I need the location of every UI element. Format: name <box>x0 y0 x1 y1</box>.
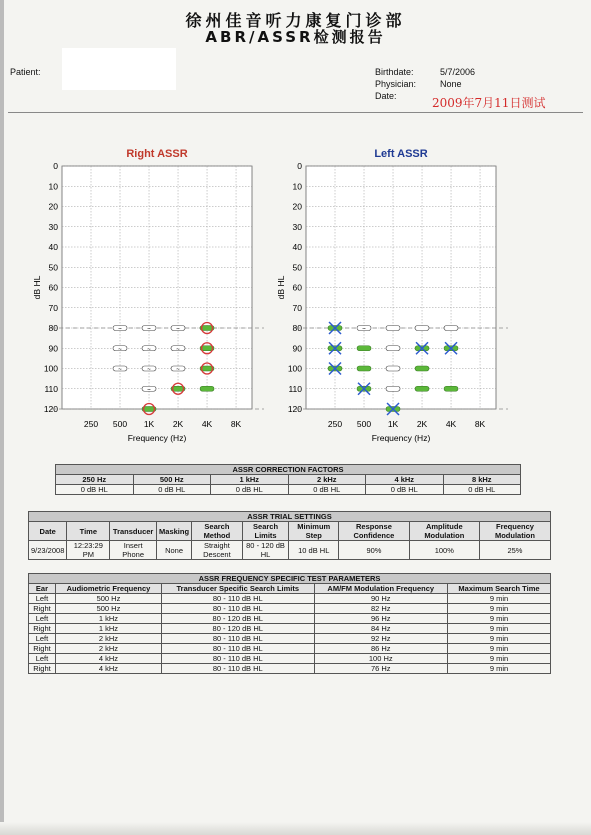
trial-value: Straight Descent <box>192 541 243 560</box>
trial-header: Date <box>29 522 67 541</box>
right-x-tick-label: 2K <box>172 419 184 429</box>
params-cell: 76 Hz <box>314 664 447 674</box>
response-marker <box>200 386 214 391</box>
params-cell: 86 Hz <box>314 644 447 654</box>
params-cell: Left <box>29 594 56 604</box>
params-cell: 80 - 120 dB HL <box>162 624 314 634</box>
trial-header: Minimum Step <box>289 522 339 541</box>
empty-marker <box>386 386 400 391</box>
physician-label: Physician: <box>375 79 417 89</box>
params-cell: 9 min <box>447 644 550 654</box>
params-cell: 92 Hz <box>314 634 447 644</box>
params-cell: Left <box>29 634 56 644</box>
left-data-point <box>357 346 371 351</box>
response-marker <box>444 386 458 391</box>
params-cell: 80 - 120 dB HL <box>162 614 314 624</box>
params-cell: Right <box>29 604 56 614</box>
params-header: Audiometric Frequency <box>55 584 161 594</box>
empty-marker <box>386 326 400 331</box>
correction-value: 0 dB HL <box>56 485 134 495</box>
right-y-tick-label: 70 <box>48 302 58 313</box>
left-data-point <box>444 386 458 391</box>
right-y-tick-label: 10 <box>48 181 58 192</box>
params-cell: 80 - 110 dB HL <box>162 644 314 654</box>
right-y-tick-label: 40 <box>48 242 58 252</box>
empty-marker <box>386 366 400 371</box>
params-cell: 1 kHz <box>55 614 161 624</box>
trial-value: 25% <box>479 541 550 560</box>
right-y-tick-label: 20 <box>48 201 58 212</box>
params-cell: 9 min <box>447 634 550 644</box>
params-header: AM/FM Modulation Frequency <box>314 584 447 594</box>
table-row <box>29 654 551 664</box>
params-header: Transducer Specific Search Limits <box>162 584 314 594</box>
right-x-tick-label: 500 <box>112 419 128 429</box>
correction-header: 250 Hz <box>56 475 134 485</box>
params-cell: 80 - 110 dB HL <box>162 604 314 614</box>
birthdate-label: Birthdate: <box>375 67 414 77</box>
tilde-glyph: ~ <box>147 387 151 394</box>
correction-header: 1 kHz <box>211 475 289 485</box>
trial-header: Response Confidence <box>339 522 410 541</box>
left-data-point <box>444 326 458 331</box>
trial-value: 10 dB HL <box>289 541 339 560</box>
trial-value: 80 - 120 dB HL <box>242 541 289 560</box>
response-marker <box>357 346 371 351</box>
params-cell: 500 Hz <box>55 604 161 614</box>
empty-marker <box>444 326 458 331</box>
tilde-glyph: ~ <box>176 326 180 333</box>
tilde-glyph: ~ <box>147 346 151 353</box>
right-x-tick-label: 4K <box>201 419 213 429</box>
trial-value: None <box>157 541 192 560</box>
tilde-glyph: ~ <box>118 326 122 333</box>
left-data-point <box>386 346 400 351</box>
params-cell: 4 kHz <box>55 664 161 674</box>
params-caption: ASSR FREQUENCY SPECIFIC TEST PARAMETERS <box>29 574 551 584</box>
params-cell: 82 Hz <box>314 604 447 614</box>
left-x-tick-label: 500 <box>356 419 372 429</box>
trial-value: 100% <box>409 541 479 560</box>
correction-value: 0 dB HL <box>443 485 521 495</box>
right-assr-chart <box>32 148 264 443</box>
report-title: ABR/ASSR检测报告 <box>205 28 386 46</box>
tilde-glyph: ~ <box>362 326 366 333</box>
right-data-point <box>200 386 214 391</box>
correction-header: 8 kHz <box>443 475 521 485</box>
params-cell: 4 kHz <box>55 654 161 664</box>
trial-header: Search Method <box>192 522 243 541</box>
trial-header: Amplitude Modulation <box>409 522 479 541</box>
table-row <box>29 644 551 654</box>
params-cell: 96 Hz <box>314 614 447 624</box>
correction-header: 500 Hz <box>133 475 211 485</box>
response-marker <box>357 366 371 371</box>
physician-value: None <box>440 79 462 89</box>
trial-value: 12:23:29 PM <box>67 541 110 560</box>
params-cell: 84 Hz <box>314 624 447 634</box>
params-cell: 9 min <box>447 604 550 614</box>
date-label: Date: <box>375 91 397 101</box>
params-header: Maximum Search Time <box>447 584 550 594</box>
response-marker <box>415 386 429 391</box>
correction-caption: ASSR CORRECTION FACTORS <box>56 465 521 475</box>
trial-value: 90% <box>339 541 410 560</box>
params-cell: Right <box>29 644 56 654</box>
params-cell: 9 min <box>447 654 550 664</box>
right-chart-title: Right ASSR <box>126 148 188 160</box>
left-y-tick-label: 100 <box>287 363 302 374</box>
trial-header: Masking <box>157 522 192 541</box>
params-cell: 90 Hz <box>314 594 447 604</box>
right-y-tick-label: 30 <box>48 221 58 232</box>
correction-header: 4 kHz <box>366 475 444 485</box>
params-cell: 80 - 110 dB HL <box>162 664 314 674</box>
left-x-tick-label: 1K <box>387 419 399 429</box>
empty-marker <box>415 326 429 331</box>
test-parameters-table <box>28 573 551 674</box>
left-y-tick-label: 60 <box>292 282 302 293</box>
params-cell: Right <box>29 664 56 674</box>
left-y-tick-label: 20 <box>292 201 302 212</box>
left-chart-title: Left ASSR <box>374 148 428 160</box>
scan-edge-bottom <box>0 822 591 835</box>
correction-value: 0 dB HL <box>288 485 366 495</box>
correction-value: 0 dB HL <box>366 485 444 495</box>
left-y-tick-label: 70 <box>292 302 302 313</box>
left-y-tick-label: 0 <box>297 161 302 171</box>
empty-marker <box>386 346 400 351</box>
right-y-tick-label: 80 <box>48 323 58 333</box>
correction-header: 2 kHz <box>288 475 366 485</box>
tilde-glyph: ~ <box>118 346 122 353</box>
params-cell: 80 - 110 dB HL <box>162 594 314 604</box>
patient-label: Patient: <box>10 67 41 77</box>
left-y-tick-label: 90 <box>292 343 302 354</box>
left-y-tick-label: 40 <box>292 242 302 252</box>
left-y-tick-label: 10 <box>292 181 302 192</box>
trial-settings-table <box>28 511 551 560</box>
left-data-point <box>386 386 400 391</box>
params-cell: 9 min <box>447 624 550 634</box>
right-x-axis-label: Frequency (Hz) <box>127 433 187 443</box>
params-cell: 80 - 110 dB HL <box>162 654 314 664</box>
params-header: Ear <box>29 584 56 594</box>
left-y-tick-label: 110 <box>288 383 302 394</box>
params-cell: 9 min <box>447 594 550 604</box>
params-cell: 2 kHz <box>55 644 161 654</box>
params-cell: 1 kHz <box>55 624 161 634</box>
handwritten-test-date: 2009年7月11日测试 <box>432 96 546 110</box>
correction-value: 0 dB HL <box>133 485 211 495</box>
right-x-tick-label: 250 <box>83 419 99 429</box>
trial-header: Frequency Modulation <box>479 522 550 541</box>
table-row <box>29 614 551 624</box>
trial-header: Time <box>67 522 110 541</box>
left-data-point <box>415 366 429 371</box>
params-cell: 100 Hz <box>314 654 447 664</box>
right-y-tick-label: 100 <box>43 363 58 374</box>
left-x-tick-label: 4K <box>445 419 457 429</box>
right-y-tick-label: 110 <box>44 383 58 394</box>
params-cell: 9 min <box>447 664 550 674</box>
params-cell: 2 kHz <box>55 634 161 644</box>
trial-value: Insert Phone <box>110 541 157 560</box>
tilde-glyph: ~ <box>176 346 180 353</box>
params-cell: 500 Hz <box>55 594 161 604</box>
left-y-tick-label: 30 <box>292 221 302 232</box>
left-x-tick-label: 8K <box>474 419 486 429</box>
right-y-axis-label: dB HL <box>32 275 42 300</box>
trial-header: Transducer <box>110 522 157 541</box>
left-data-point <box>386 366 400 371</box>
table-row <box>29 664 551 674</box>
trial-caption: ASSR TRIAL SETTINGS <box>29 512 551 522</box>
right-y-tick-label: 120 <box>43 404 58 414</box>
left-assr-chart <box>276 148 508 443</box>
params-cell: Left <box>29 654 56 664</box>
left-x-tick-label: 250 <box>327 419 343 429</box>
trial-value: 9/23/2008 <box>29 541 67 560</box>
right-x-tick-label: 8K <box>230 419 242 429</box>
response-marker <box>415 366 429 371</box>
params-cell: 9 min <box>447 614 550 624</box>
right-y-tick-label: 50 <box>48 262 58 273</box>
params-cell: Right <box>29 624 56 634</box>
right-x-tick-label: 1K <box>143 419 155 429</box>
table-row <box>29 604 551 614</box>
correction-factors-table <box>55 464 521 495</box>
left-y-tick-label: 120 <box>287 404 302 414</box>
left-x-axis-label: Frequency (Hz) <box>371 433 431 443</box>
trial-header: Search Limits <box>242 522 289 541</box>
left-data-point <box>357 366 371 371</box>
clinic-title: 徐州佳音听力康复门诊部 <box>185 11 406 30</box>
tilde-glyph: ~ <box>147 326 151 333</box>
birthdate-value: 5/7/2006 <box>440 67 476 77</box>
left-y-tick-label: 50 <box>292 262 302 273</box>
tilde-glyph: ~ <box>176 367 180 373</box>
tilde-glyph: ~ <box>118 367 122 373</box>
right-y-tick-label: 90 <box>48 343 58 354</box>
table-row <box>29 634 551 644</box>
correction-value: 0 dB HL <box>211 485 289 495</box>
table-row <box>29 594 551 604</box>
left-y-tick-label: 80 <box>292 323 302 333</box>
params-cell: 80 - 110 dB HL <box>162 634 314 644</box>
params-cell: Left <box>29 614 56 624</box>
tilde-glyph: ~ <box>147 367 151 373</box>
left-y-axis-label: dB HL <box>276 275 286 300</box>
right-y-tick-label: 60 <box>48 282 58 293</box>
right-y-tick-label: 0 <box>53 161 58 171</box>
left-data-point <box>386 326 400 331</box>
left-data-point <box>415 326 429 331</box>
table-row <box>29 624 551 634</box>
left-x-tick-label: 2K <box>416 419 428 429</box>
left-data-point <box>415 386 429 391</box>
